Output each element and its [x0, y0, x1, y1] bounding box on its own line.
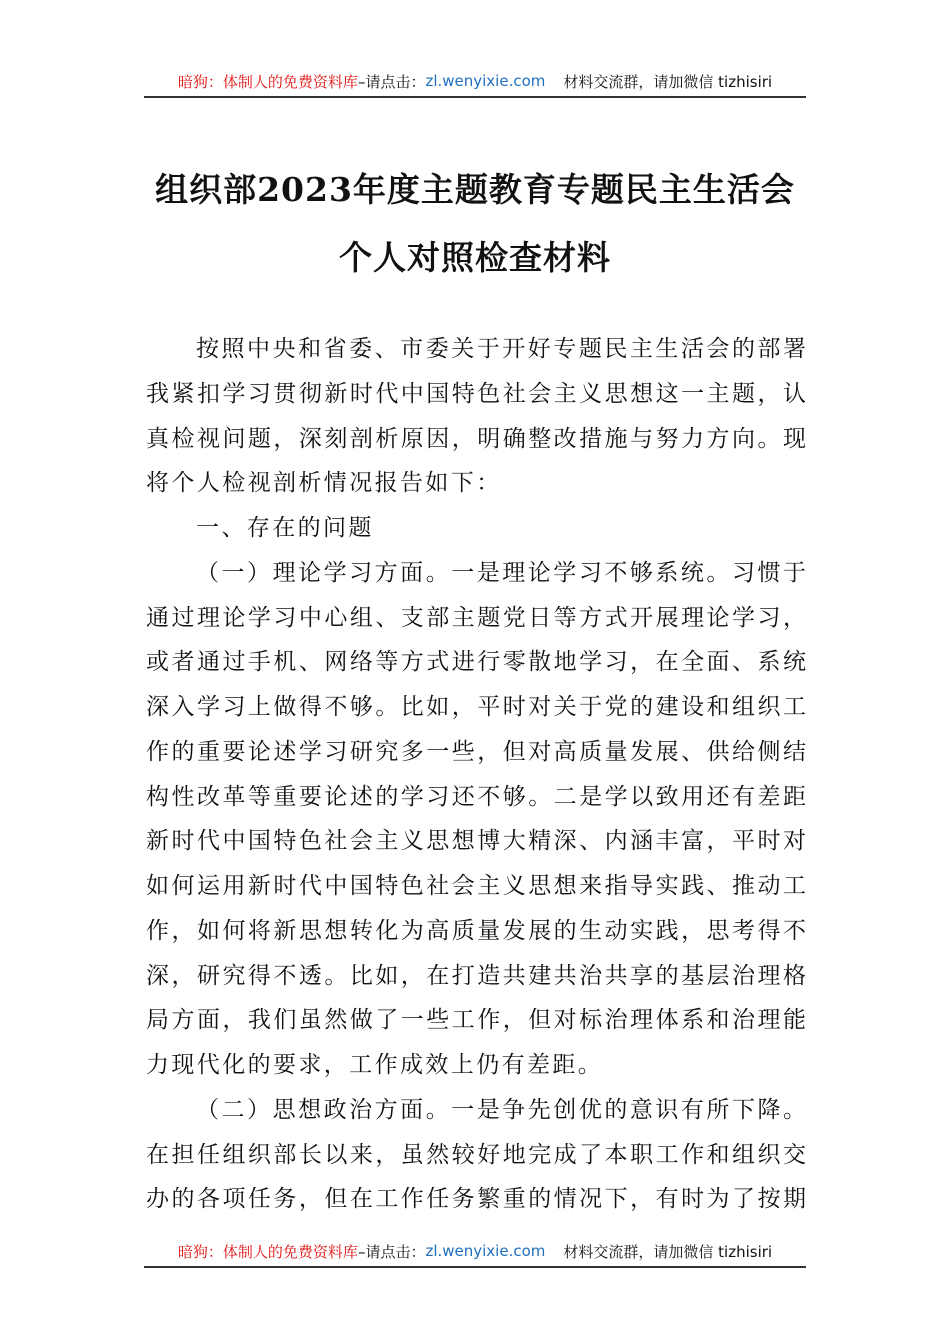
body-text-line: 在担任组织部长以来，虽然较好地完成了本职工作和组织交: [146, 1141, 806, 1168]
body-text-line: 深入学习上做得不够。比如，平时对关于党的建设和组织工: [146, 694, 806, 720]
footer-banner: [144, 1236, 806, 1268]
body-text-line: 如何运用新时代中国特色社会主义思想来指导实践、推动工: [146, 873, 806, 899]
banner-link[interactable]: zl.wenyixie.com: [425, 72, 546, 90]
body-text-line: 力现代化的要求，工作成效上仍有差距。: [146, 1052, 604, 1078]
body-text-line: 作的重要论述学习研究多一些，但对高质量发展、供给侧结: [146, 738, 806, 765]
banner-contact: 材料交流群，请加微信 tizhisiri: [563, 1242, 773, 1261]
body-text-line: （一）理论学习方面。一是理论学习不够系统。习惯于: [196, 559, 806, 586]
banner-contact: 材料交流群，请加微信 tizhisiri: [563, 72, 773, 91]
banner-site-name: 暗狗：体制人的免费资料库: [177, 72, 358, 91]
body-text-line: 作，如何将新思想转化为高质量发展的生动实践，思考得不: [146, 917, 806, 944]
body-text-line: 将个人检视剖析情况报告如下：: [146, 470, 502, 497]
body-text-line: 真检视问题，深刻剖析原因，明确整改措施与努力方向。现: [146, 425, 806, 452]
body-text-line: 局方面，我们虽然做了一些工作，但对标治理体系和治理能: [146, 1007, 806, 1034]
body-text-line: 深，研究得不透。比如，在打造共建共治共享的基层治理格: [146, 962, 806, 989]
body-text-line: 我紧扣学习贯彻新时代中国特色社会主义思想这一主题，认: [146, 380, 806, 407]
banner-link[interactable]: zl.wenyixie.com: [425, 1242, 546, 1260]
section-heading: 一、存在的问题: [196, 515, 374, 541]
banner-prompt: –请点击：: [357, 1242, 426, 1261]
body-text-line: 新时代中国特色社会主义思想博大精深、内涵丰富，平时对: [146, 828, 806, 855]
banner-prompt: –请点击：: [357, 72, 426, 91]
body-text-line: （二）思想政治方面。一是争先创优的意识有所下降。: [196, 1096, 806, 1123]
header-banner: [144, 66, 806, 98]
document-title-line-2: 个人对照检查材料: [339, 238, 611, 277]
banner-site-name: 暗狗：体制人的免费资料库: [177, 1242, 358, 1261]
body-text-line: 或者通过手机、网络等方式进行零散地学习，在全面、系统: [146, 649, 806, 676]
body-text-line: 办的各项任务，但在工作任务繁重的情况下，有时为了按期: [146, 1186, 806, 1213]
body-text-line: 通过理论学习中心组、支部主题党日等方式开展理论学习，: [146, 604, 806, 631]
body-text-line: 按照中央和省委、市委关于开好专题民主生活会的部署: [196, 336, 806, 362]
document-title-line-1: 组织部2023年度主题教育专题民主生活会: [155, 170, 795, 209]
body-text-line: 构性改革等重要论述的学习还不够。二是学以致用还有差距: [146, 783, 806, 810]
